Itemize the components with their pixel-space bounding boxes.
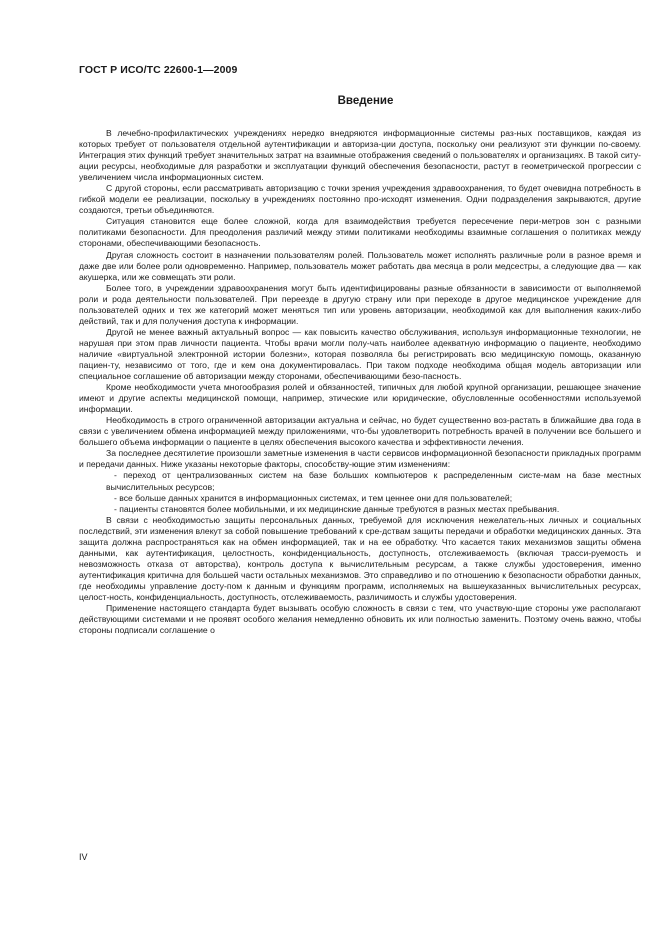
paragraph: За последнее десятилетие произошли заметные изменения в части сервисов информационной безопасности прикладных программ и передачи данных. Ниже указаны некоторые факторы, способству-ющие этим изменениям: — [79, 448, 641, 470]
paragraph: В лечебно-профилактических учреждениях нередко внедряются информационные системы раз-ных поставщиков, каждая из которых требует от пользователя отдельной аутентификации и авториза-ции доступа, поскольку они реализуют эти функции по-своему. Интеграция этих функций требует значительных затрат на взаимные отображения сведений о пользователях и организациях. В такой ситу-ации ресурсы, необходимые для разработки и эксплуатации функций обеспечения безопасности, растут в геометрической прогрессии с увеличением числа информационных систем. — [79, 128, 641, 183]
paragraph: В связи с необходимостью защиты персональных данных, требуемой для исключения нежелатель-ных личных и социальных последствий, эти изменения влекут за собой повышение требований к сре-дствам защиты передачи и обработки медицинских данных. Эта защита должна распространяться как на обмен информацией, так и на ее обработку. Что касается таких механизмов защиты обмена данными, как аутентификация, целостность, конфиденциальность, доступность, отслеживаемость (включая трасси-руемость и невозможность отказа от авторства), контроль доступа к вычислительным ресурсам, а также службы удостоверения, именно аутентификация критична для большей части остальных механизмов. Это справедливо и по отношению к безопасности обработки данных, где необходимы управление досту-пом к данным и функциям программ, исполняемых на вышеуказанных вычислительных ресурсах, целост-ность, конфиденциальность, доступность, отслеживаемость, различимость и службы удостоверения. — [79, 514, 641, 602]
standard-header: ГОСТ Р ИСО/ТС 22600-1—2009 — [79, 64, 238, 76]
paragraph: Применение настоящего стандарта будет вызывать особую сложность в связи с тем, что участвую-щие стороны уже располагают действующими системами и не проявят особого желания немедленно обновить их или полностью заменить. Поэтому очень важно, чтобы стороны подписали соглашение о — [79, 603, 641, 636]
paragraph: Другая сложность состоит в назначении пользователям ролей. Пользователь может исполнять различные роли в разное время и даже две или более роли одновременно. Например, пользователь может работать два месяца в роли медсестры, а следующие два — как акушерка, или же совмещать эти роли. — [79, 249, 641, 282]
page-number: IV — [79, 852, 88, 862]
section-title: Введение — [337, 95, 394, 107]
body-text — [79, 128, 641, 636]
paragraph: Кроме необходимости учета многообразия ролей и обязанностей, типичных для любой крупной организации, решающее значение имеют и другие аспекты медицинской помощи, например, этические или юридические, обусловленные особенностями используемой информации. — [79, 382, 641, 415]
paragraph: Необходимость в строго ограниченной авторизации актуальна и сейчас, но будет существенно воз-растать в ближайшие два года в связи с увеличением обмена информацией между приложениями, что-бы удовлетворить потребность врачей в получении все большего и большего объема информации о пациенте в целях обеспечения высокого качества и эффективности лечения. — [79, 415, 641, 448]
paragraph: Другой не менее важный актуальный вопрос — как повысить качество обслуживания, используя информационные технологии, не нарушая при этом прав личности пациента. Чтобы врачи могли полу-чать наиболее адекватную информацию о пациенте, необходимо наличие «виртуальной электронной истории болезни», которая позволяла бы регистрировать всю медицинскую помощь, оказанную пациен-ту, независимо от того, где и кем она документировалась. При таком подходе необходима общая модель авторизации или специальное соглашение об авторизации между сторонами, обеспечивающими безо-пасность. — [79, 326, 641, 382]
list-item: - переход от централизованных систем на базе больших компьютеров к распределенным систе-мам на базе местных вычислительных ресурсов; — [106, 470, 641, 492]
paragraph: С другой стороны, если рассматривать авторизацию с точки зрения учреждения здравоохранения, то будет очевидна потребность в гибкой модели ее реализации, поскольку в учреждениях постоянно про-исходят изменения. Одни подразделения закрываются, другие создаются, третьи объединяются. — [79, 183, 641, 216]
paragraph: Более того, в учреждении здравоохранения могут быть идентифицированы разные обязанности в зависимости от выполняемой роли и рода деятельности пользователей. При переезде в другую страну или при переходе в другое медицинское учреждение для пользователей одних и тех же категорий может меняться тип или уровень авторизации, необходимой как для выполнения каких-либо действий, так и для получения доступа к информации. — [79, 282, 641, 326]
list-item: - пациенты становятся более мобильными, и их медицинские данные требуются в разных местах пребывания. — [114, 503, 560, 514]
list-item: - все больше данных хранится в информационных системах, и тем ценнее они для пользователей; — [114, 492, 513, 503]
paragraph: Ситуация становится еще более сложной, когда для взаимодействия требуется пересечение пери-метров зон с разными политиками безопасности. Для преодоления различий между этими политиками необходимы взаимные соглашения о политиках между сторонами, обеспечивающими безопасность. — [79, 216, 641, 249]
